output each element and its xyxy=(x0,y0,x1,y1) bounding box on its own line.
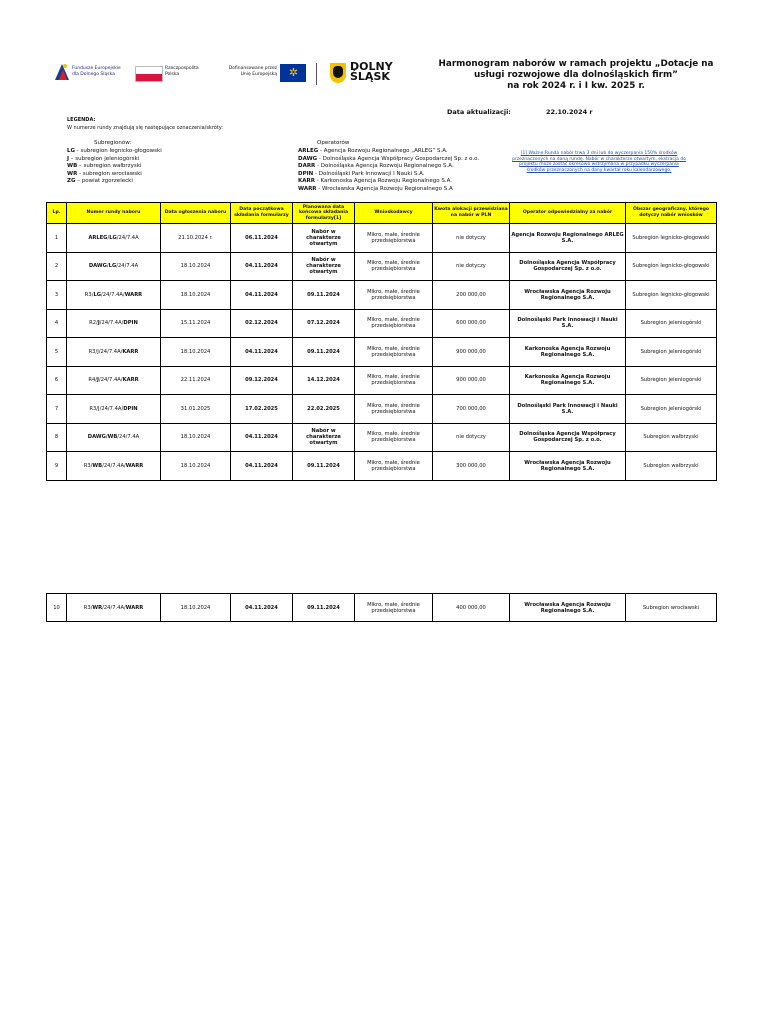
cell-announce-date: 18.10.2024 xyxy=(161,252,231,281)
subregion-code: LG xyxy=(67,148,76,154)
round-part: / xyxy=(106,263,109,270)
cell-end-date: 09.11.2024 xyxy=(293,452,355,481)
cell-area: Subregion jeleniogórski xyxy=(626,338,717,367)
round-part: DAWG xyxy=(88,263,107,270)
col-lp-header: Lp. xyxy=(47,203,67,224)
cell-announce-date: 18.10.2024 xyxy=(161,594,231,622)
round-part: /24/7.4A xyxy=(117,434,140,441)
round-part: /24/7.4A xyxy=(116,234,139,241)
cell-amount: 900 000,00 xyxy=(433,366,510,395)
round-part: /24/7.4A/ xyxy=(102,462,126,469)
cell-start-date: 04.11.2024 xyxy=(231,338,293,367)
cell-round-number xyxy=(67,395,161,424)
cell-area: Subregion jeleniogórski xyxy=(626,366,717,395)
round-part: DPIN xyxy=(123,320,138,327)
subregion-code: WR xyxy=(67,170,78,177)
cell-lp: 8 xyxy=(47,423,67,452)
operator-item xyxy=(298,171,479,179)
cell-applicants: Mikro, małe, średnie przedsiębiorstwa xyxy=(355,338,433,367)
col-area-header: Obszar geograficzny, którego dotyczy nabór wniosków xyxy=(626,203,717,224)
fundusze-europejskie-logo-icon xyxy=(55,62,69,80)
operator-code: KARR xyxy=(298,178,315,184)
round-part: LG xyxy=(93,291,102,298)
subregion-text: – subregion wałbrzyski xyxy=(77,163,142,169)
cell-amount: nie dotyczy xyxy=(433,252,510,281)
cell-operator: Agencja Rozwoju Regionalnego ARLEG S.A. xyxy=(510,224,626,253)
round-part: DAWG xyxy=(87,434,106,441)
subregion-text: - subregion wrocławski xyxy=(77,170,142,177)
col-start-date-header: Data początkowa składania formularzy xyxy=(231,203,293,224)
round-part: WR xyxy=(92,604,103,611)
subregion-item xyxy=(67,171,162,179)
logo-bar xyxy=(55,60,400,92)
cell-lp: 3 xyxy=(47,281,67,310)
cell-end-date: 09.11.2024 xyxy=(293,594,355,622)
cell-area: Subregion legnicko-głogowski xyxy=(626,252,717,281)
cell-end-date: 07.12.2024 xyxy=(293,309,355,338)
cell-amount: 600 000,00 xyxy=(433,309,510,338)
col-end-date-header: Planowana data końcowa składania formularzy[1] xyxy=(293,203,355,224)
cell-applicants: Mikro, małe, średnie przedsiębiorstwa xyxy=(355,281,433,310)
operator-code: DAWG xyxy=(298,155,318,162)
table-row xyxy=(47,452,717,481)
table-row xyxy=(47,309,717,338)
table-row xyxy=(47,252,717,281)
round-part: /24/7.4A/ xyxy=(102,604,126,611)
cell-operator: Karkonoska Agencja Rozwoju Regionalnego S.A. xyxy=(510,366,626,395)
subregion-code: J xyxy=(67,155,70,162)
cell-area: Subregion wałbrzyski xyxy=(626,423,717,452)
cell-lp: 2 xyxy=(47,252,67,281)
round-part: R2/ xyxy=(89,320,98,327)
operator-code: ARLEG xyxy=(298,148,319,154)
cell-start-date: 04.11.2024 xyxy=(231,423,293,452)
update-date-label: Data aktualizacji: xyxy=(447,108,511,116)
cell-amount: nie dotyczy xyxy=(433,423,510,452)
round-part: R4/ xyxy=(88,377,98,384)
cell-operator: Dolnośląska Agencja Współpracy Gospodarczej Sp. z o.o. xyxy=(510,252,626,281)
cell-applicants: Mikro, małe, średnie przedsiębiorstwa xyxy=(355,224,433,253)
cell-round-number xyxy=(67,594,161,622)
cell-round-number xyxy=(67,452,161,481)
cell-round-number xyxy=(67,338,161,367)
operator-item xyxy=(298,186,479,194)
subregion-text: – powiat zgorzelecki xyxy=(75,178,133,184)
round-part: J xyxy=(97,320,100,327)
logo-divider xyxy=(316,63,317,85)
cell-lp: 6 xyxy=(47,366,67,395)
fundusze-europejskie-text: Fundusze Europejskie dla Dolnego Śląska xyxy=(72,66,121,77)
operator-item xyxy=(298,163,479,171)
cell-applicants: Mikro, małe, średnie przedsiębiorstwa xyxy=(355,423,433,452)
footnote-link[interactable]: [1] Ważne:Runda nabór trwa 3 dni lub do wyczerpania 150% środków przeznaczonych na daną rundę. Nabór w charakterze otwartym, ekstracja do projektu może zostać okresowo wstrzymana w przypadku wyczerpania środków przeznaczonych na dany kwartał roku kalendarzowego. xyxy=(512,151,686,174)
table-row xyxy=(47,423,717,452)
operator-item xyxy=(298,156,479,164)
round-part: LG xyxy=(109,234,117,241)
schedule-table xyxy=(46,202,717,481)
cell-end-date: Nabór w charakterze otwartym xyxy=(293,423,355,452)
cell-start-date: 17.02.2025 xyxy=(231,395,293,424)
cell-lp: 9 xyxy=(47,452,67,481)
round-part: /24/7.4A xyxy=(116,263,139,270)
cell-area: Subregion legnicko-głogowski xyxy=(626,224,717,253)
poland-logo-text: Rzeczpospolita Polska xyxy=(165,66,199,77)
cell-area: Subregion wrocławski xyxy=(626,594,717,622)
cell-end-date: 14.12.2024 xyxy=(293,366,355,395)
subregion-item xyxy=(67,156,162,164)
eu-flag-icon: ✲ xyxy=(280,64,306,82)
cell-amount: nie dotyczy xyxy=(433,224,510,253)
poland-flag-icon xyxy=(135,66,163,82)
subregion-code: WB xyxy=(67,163,78,169)
subregion-text: – subregion jeleniogórski xyxy=(69,155,140,162)
subregions-header: Subregionów: xyxy=(94,140,132,146)
table-row xyxy=(47,281,717,310)
update-date-value: 22.10.2024 r xyxy=(546,108,593,116)
dolny-slask-crest-icon xyxy=(330,63,346,83)
round-part: R3/J/24/7.4A/ xyxy=(89,405,124,412)
operator-code: DPIN xyxy=(298,170,314,177)
cell-operator: Wrocławska Agencja Rozwoju Regionalnego S.A. xyxy=(510,452,626,481)
round-part: WARR xyxy=(125,604,144,611)
round-part: /24/7.4A/ xyxy=(98,377,123,384)
cell-operator: Dolnośląska Agencja Współpracy Gospodarczej Sp. z o.o. xyxy=(510,423,626,452)
subregion-item xyxy=(67,178,162,186)
cell-end-date: Nabór w charakterze otwartym xyxy=(293,224,355,253)
cell-area: Subregion jeleniogórski xyxy=(626,309,717,338)
round-part: J xyxy=(97,377,99,384)
cell-applicants: Mikro, małe, średnie przedsiębiorstwa xyxy=(355,366,433,395)
round-part: /24/7.4A/ xyxy=(99,320,124,327)
round-part: / xyxy=(105,434,108,441)
subregion-text: - subregion legnicko-głogowski xyxy=(75,148,162,154)
round-part: R3/J/24/7.4A/ xyxy=(88,348,123,355)
subregion-item xyxy=(67,148,162,156)
table-row xyxy=(47,338,717,367)
cell-amount: 400 000,00 xyxy=(433,594,510,622)
cell-amount: 900 000,00 xyxy=(433,338,510,367)
cell-applicants: Mikro, małe, średnie przedsiębiorstwa xyxy=(355,452,433,481)
cell-start-date: 04.11.2024 xyxy=(231,594,293,622)
cell-end-date: Nabór w charakterze otwartym xyxy=(293,252,355,281)
cell-announce-date: 18.10.2024 xyxy=(161,281,231,310)
operators-header: Operatorów xyxy=(317,140,350,146)
cell-announce-date: 15.11.2024 xyxy=(161,309,231,338)
cell-operator: Karkonoska Agencja Rozwoju Regionalnego S.A. xyxy=(510,338,626,367)
round-part: WARR xyxy=(125,462,144,469)
cell-round-number xyxy=(67,224,161,253)
operator-item xyxy=(298,178,479,186)
cell-announce-date: 18.10.2024 xyxy=(161,452,231,481)
operator-code: DARR xyxy=(298,163,316,169)
col-applicants-header: Wnioskodawcy xyxy=(355,203,433,224)
cell-round-number xyxy=(67,423,161,452)
operator-item xyxy=(298,148,479,156)
round-part: R3/ xyxy=(84,291,94,298)
round-part: /24/7.4A/ xyxy=(101,291,125,298)
cell-operator: Dolnośląski Park Innowacji i Nauki S.A. xyxy=(510,395,626,424)
cell-applicants: Mikro, małe, średnie przedsiębiorstwa xyxy=(355,252,433,281)
cell-start-date: 04.11.2024 xyxy=(231,452,293,481)
cell-announce-date: 18.10.2024 xyxy=(161,423,231,452)
cell-start-date: 04.11.2024 xyxy=(231,281,293,310)
round-part: KARR xyxy=(122,377,139,384)
operator-code: WARR xyxy=(298,185,317,192)
page-title: Harmonogram naborów w ramach projektu „Dotacje na usługi rozwojowe dla dolnośląskich firm” na rok 2024 r. i I kw. 2025 r. xyxy=(438,59,714,91)
legend-title: LEGENDA: xyxy=(67,117,96,123)
table-row xyxy=(47,224,717,253)
schedule-table-continued xyxy=(46,593,717,622)
col-round-number-header: Numer rundy naboru xyxy=(67,203,161,224)
operator-text: - Dolnośląska Agencja Współpracy Gospodarczej Sp. z o.o. xyxy=(317,155,480,162)
cell-start-date: 04.11.2024 xyxy=(231,252,293,281)
table-row xyxy=(47,395,717,424)
cell-operator: Wrocławska Agencja Rozwoju Regionalnego S.A. xyxy=(510,594,626,622)
cell-lp: 10 xyxy=(47,594,67,622)
cell-amount: 200 000,00 xyxy=(433,281,510,310)
col-announce-date-header: Data ogłoszenia naboru xyxy=(161,203,231,224)
round-part: DPIN xyxy=(123,405,138,412)
cell-round-number xyxy=(67,281,161,310)
round-part: KARR xyxy=(122,348,139,355)
cell-announce-date: 31.01.2025 xyxy=(161,395,231,424)
round-part: WARR xyxy=(124,291,143,298)
cell-round-number xyxy=(67,252,161,281)
round-part: LG xyxy=(108,263,117,270)
cell-end-date: 09.11.2024 xyxy=(293,338,355,367)
cell-amount: 700 000,00 xyxy=(433,395,510,424)
cell-round-number xyxy=(67,309,161,338)
cell-lp: 1 xyxy=(47,224,67,253)
cell-applicants: Mikro, małe, średnie przedsiębiorstwa xyxy=(355,395,433,424)
cell-operator: Dolnośląski Park Innowacji i Nauki S.A. xyxy=(510,309,626,338)
cell-applicants: Mikro, małe, średnie przedsiębiorstwa xyxy=(355,594,433,622)
cell-end-date: 22.02.2025 xyxy=(293,395,355,424)
round-part: WB xyxy=(107,434,118,441)
cell-area: Subregion legnicko-głogowski xyxy=(626,281,717,310)
dolny-slask-logo-text: DOLNY ŚLĄSK xyxy=(350,60,393,83)
cell-amount: 300 000,00 xyxy=(433,452,510,481)
col-amount-header: Kwota alokacji przewidziana na nabór w PLN xyxy=(433,203,510,224)
col-operator-header: Operator odpowiedzialny za nabór xyxy=(510,203,626,224)
cell-announce-date: 21.10.2024 r. xyxy=(161,224,231,253)
cell-lp: 4 xyxy=(47,309,67,338)
cell-area: Subregion wałbrzyski xyxy=(626,452,717,481)
cell-start-date: 02.12.2024 xyxy=(231,309,293,338)
operator-text: - Agencja Rozwoju Regionalnego „ARLEG” S.A. xyxy=(318,148,448,154)
cell-round-number xyxy=(67,366,161,395)
cell-start-date: 09.12.2024 xyxy=(231,366,293,395)
cell-end-date: 09.11.2024 xyxy=(293,281,355,310)
cell-area: Subregion jeleniogórski xyxy=(626,395,717,424)
cell-lp: 7 xyxy=(47,395,67,424)
round-part: R3/ xyxy=(83,604,93,611)
operator-text: - Karkonoska Agencja Rozwoju Regionalnego S.A. xyxy=(315,178,453,184)
cell-announce-date: 18.10.2024 xyxy=(161,338,231,367)
table-row xyxy=(47,366,717,395)
subregion-item xyxy=(67,163,162,171)
round-part: WB xyxy=(92,462,103,469)
cell-announce-date: 22.11.2024 xyxy=(161,366,231,395)
round-part: ARLEG xyxy=(88,234,108,241)
operators-list xyxy=(298,148,479,193)
legend-description: W numerze rundy znajdują się następujące oznaczenia/skróty: xyxy=(67,125,224,131)
eu-logo-text: Dofinansowane przez Unię Europejską xyxy=(228,66,277,77)
operator-text: - Dolnośląska Agencja Rozwoju Regionalnego S.A. xyxy=(315,163,454,169)
table-row xyxy=(47,594,717,622)
subregion-code: ZG xyxy=(67,178,76,184)
operator-text: - Wrocławska Agencja Rozwoju Regionalnego S.A xyxy=(316,185,453,192)
cell-lp: 5 xyxy=(47,338,67,367)
operator-text: - Dolnośląski Park Innowacji I Nauki S.A. xyxy=(313,170,425,177)
round-part: / xyxy=(107,234,110,241)
round-part: R3/ xyxy=(83,462,93,469)
cell-start-date: 06.11.2024 xyxy=(231,224,293,253)
cell-operator: Wrocławska Agencja Rozwoju Regionalnego S.A. xyxy=(510,281,626,310)
cell-applicants: Mikro, małe, średnie przedsiębiorstwa xyxy=(355,309,433,338)
subregions-list xyxy=(67,148,162,186)
